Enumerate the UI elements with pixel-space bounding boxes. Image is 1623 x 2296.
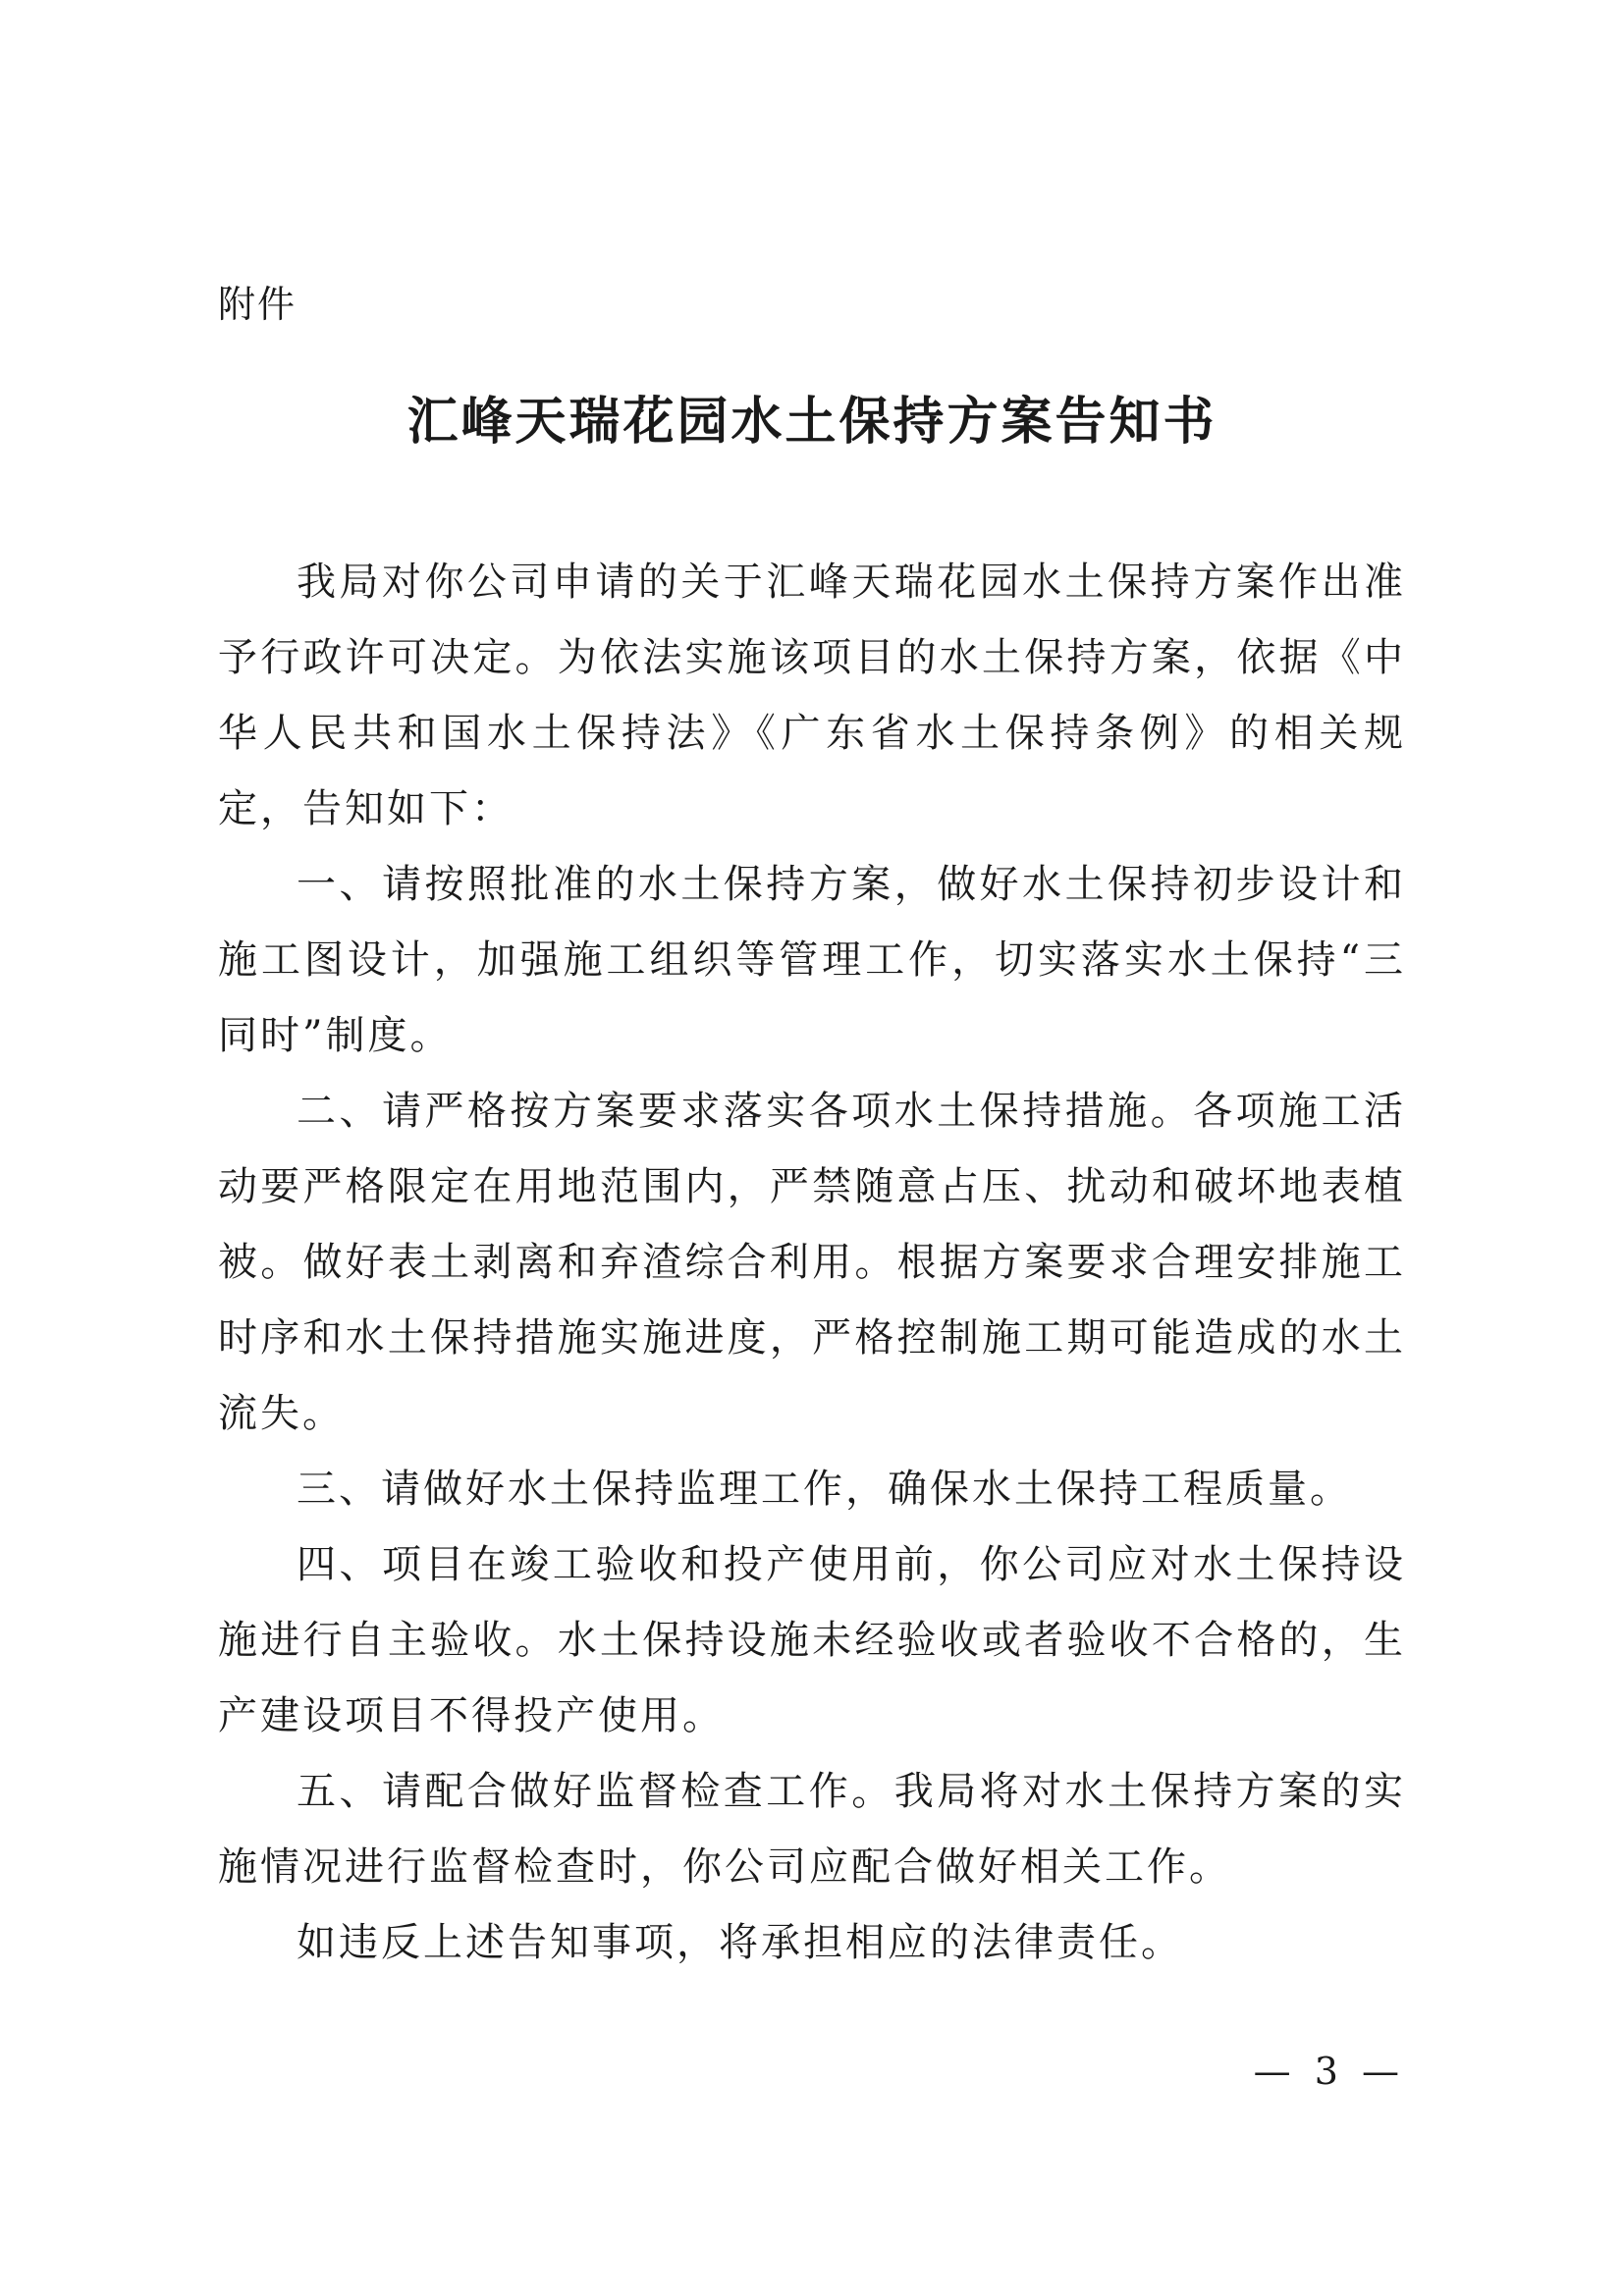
attachment-label: 附件 <box>218 283 298 326</box>
item-four-paragraph: 四、项目在竣工验收和投产使用前，你公司应对水土保持设施进行自主验收。水土保持设施未经验收或者验收不合格的，生产建设项目不得投产使用。 <box>218 1542 1406 1738</box>
page-number: — 3 — <box>1253 2050 1405 2093</box>
item-two-paragraph: 二、请严格按方案要求落实各项水土保持措施。各项施工活动要严格限定在用地范围内，严禁随意占压、扰动和破坏地表植被。做好表土剥离和弃渣综合利用。根据方案要求合理安排施工时序和水土保持措施实施进度，严格控制施工期可能造成的水土流失。 <box>218 1089 1406 1436</box>
item-one-paragraph: 一、请按照批准的水土保持方案，做好水土保持初步设计和施工图设计，加强施工组织等管理工作，切实落实水土保持“三同时”制度。 <box>218 862 1406 1058</box>
document-body <box>218 545 1406 1981</box>
intro-paragraph: 我局对你公司申请的关于汇峰天瑞花园水土保持方案作出准予行政许可决定。为依法实施该项目的水土保持方案，依据《中华人民共和国水土保持法》《广东省水土保持条例》的相关规定，告知如下： <box>218 560 1406 831</box>
item-five-paragraph: 五、请配合做好监督检查工作。我局将对水土保持方案的实施情况进行监督检查时，你公司应配合做好相关工作。 <box>218 1769 1406 1890</box>
document-title: 汇峰天瑞花园水土保持方案告知书 <box>406 392 1217 452</box>
item-three-paragraph: 三、请做好水土保持监理工作，确保水土保持工程质量。 <box>297 1467 1352 1512</box>
closing-paragraph: 如违反上述告知事项，将承担相应的法律责任。 <box>297 1920 1183 1965</box>
